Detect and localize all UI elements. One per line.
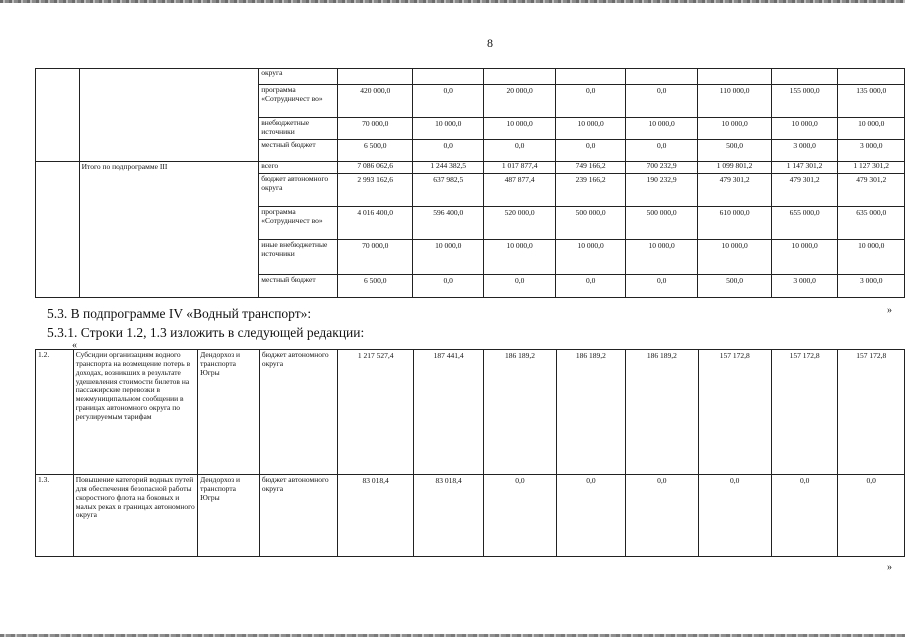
value-cell: 10 000,0: [483, 240, 555, 275]
source-cell: округа: [259, 69, 338, 85]
value-cell: 0,0: [483, 275, 555, 298]
value-cell: [338, 69, 413, 85]
value-cell: 10 000,0: [625, 240, 697, 275]
value-cell: 10 000,0: [698, 118, 771, 140]
value-cell: 6 500,0: [338, 140, 413, 162]
value-cell: 10 000,0: [413, 118, 484, 140]
value-cell: 655 000,0: [771, 207, 838, 240]
value-cell: 0,0: [413, 85, 484, 118]
value-cell: 7 086 062,6: [338, 162, 413, 174]
row-number-cell: 1.2.: [36, 350, 74, 475]
source-cell: всего: [259, 162, 338, 174]
value-cell: 3 000,0: [838, 140, 905, 162]
table-row: [36, 162, 905, 174]
source-cell: местный бюджет: [259, 275, 338, 298]
scan-edge-top: [0, 0, 905, 3]
value-cell: 500,0: [698, 275, 771, 298]
group-label-cell: Итого по подпрограмме III: [79, 162, 259, 298]
source-cell: иные внебюджетные источники: [259, 240, 338, 275]
number-cell: [36, 162, 80, 298]
value-cell: 0,0: [556, 475, 625, 557]
value-cell: 10 000,0: [698, 240, 771, 275]
value-cell: 0,0: [698, 475, 771, 557]
executor-cell: Дендорхоз и транспорта Югры: [198, 475, 260, 557]
value-cell: 596 400,0: [413, 207, 484, 240]
closing-quote: »: [887, 562, 892, 573]
value-cell: 157 172,8: [698, 350, 771, 475]
value-cell: 3 000,0: [838, 275, 905, 298]
value-cell: 500 000,0: [625, 207, 697, 240]
value-cell: 10 000,0: [483, 118, 555, 140]
value-cell: 83 018,4: [338, 475, 413, 557]
value-cell: 10 000,0: [771, 240, 838, 275]
value-cell: 0,0: [838, 475, 905, 557]
source-cell: бюджет автономного округа: [259, 174, 338, 207]
value-cell: 6 500,0: [338, 275, 413, 298]
value-cell: 500,0: [698, 140, 771, 162]
source-cell: программа «Сотрудничест во»: [259, 85, 338, 118]
value-cell: 0,0: [625, 275, 697, 298]
section-heading: 5.3. В подпрограмме IV «Водный транспорт»:: [47, 306, 312, 321]
row-number-cell: 1.3.: [36, 475, 74, 557]
value-cell: 0,0: [626, 475, 698, 557]
value-cell: 0,0: [413, 140, 484, 162]
value-cell: [698, 69, 771, 85]
value-cell: 157 172,8: [771, 350, 837, 475]
value-cell: 700 232,9: [625, 162, 697, 174]
value-cell: 20 000,0: [483, 85, 555, 118]
value-cell: 10 000,0: [771, 118, 838, 140]
value-cell: 187 441,4: [413, 350, 483, 475]
value-cell: 749 166,2: [556, 162, 626, 174]
executor-cell: Дендорхоз и транспорта Югры: [198, 350, 260, 475]
value-cell: [771, 69, 838, 85]
value-cell: 70 000,0: [338, 240, 413, 275]
value-cell: 1 244 382,5: [413, 162, 484, 174]
value-cell: 4 016 400,0: [338, 207, 413, 240]
value-cell: 1 127 301,2: [838, 162, 905, 174]
source-cell: местный бюджет: [259, 140, 338, 162]
value-cell: 0,0: [556, 275, 626, 298]
value-cell: 3 000,0: [771, 275, 838, 298]
value-cell: 2 993 162,6: [338, 174, 413, 207]
value-cell: 0,0: [484, 475, 556, 557]
table-row: [36, 69, 905, 85]
value-cell: 1 217 527,4: [338, 350, 413, 475]
value-cell: 10 000,0: [625, 118, 697, 140]
value-cell: [483, 69, 555, 85]
subprogram-3-table: [35, 68, 905, 298]
value-cell: 479 301,2: [838, 174, 905, 207]
value-cell: 10 000,0: [556, 118, 626, 140]
source-cell: внебюджетные источники: [259, 118, 338, 140]
value-cell: 0,0: [771, 475, 837, 557]
number-cell: [36, 69, 80, 162]
table-row: [36, 475, 905, 557]
value-cell: 186 189,2: [626, 350, 698, 475]
closing-quote: »: [887, 305, 892, 316]
value-cell: 1 017 877,4: [483, 162, 555, 174]
group-label-cell: [79, 69, 259, 162]
value-cell: 487 877,4: [483, 174, 555, 207]
source-cell: бюджет автономного округа: [259, 350, 338, 475]
value-cell: 83 018,4: [413, 475, 483, 557]
value-cell: 239 166,2: [556, 174, 626, 207]
value-cell: 190 232,9: [625, 174, 697, 207]
value-cell: [556, 69, 626, 85]
opening-quote: «: [72, 340, 77, 351]
source-cell: программа «Сотрудничест во»: [259, 207, 338, 240]
measure-name-cell: Повышение категорий водных путей для обеспечения безопасной работы скоростного флота на боковых и малых реках в границах автономного округа: [73, 475, 197, 557]
page-number: 8: [487, 36, 493, 50]
value-cell: 70 000,0: [338, 118, 413, 140]
value-cell: 186 189,2: [556, 350, 625, 475]
value-cell: 10 000,0: [556, 240, 626, 275]
value-cell: 1 147 301,2: [771, 162, 838, 174]
value-cell: 0,0: [625, 85, 697, 118]
value-cell: 10 000,0: [838, 118, 905, 140]
value-cell: 135 000,0: [838, 85, 905, 118]
value-cell: 610 000,0: [698, 207, 771, 240]
value-cell: 157 172,8: [838, 350, 905, 475]
value-cell: 637 982,5: [413, 174, 484, 207]
value-cell: 420 000,0: [338, 85, 413, 118]
value-cell: 479 301,2: [698, 174, 771, 207]
section-instruction: 5.3.1. Строки 1.2, 1.3 изложить в следующей редакции:: [47, 325, 365, 340]
value-cell: [838, 69, 905, 85]
value-cell: 0,0: [413, 275, 484, 298]
value-cell: 186 189,2: [484, 350, 556, 475]
value-cell: [625, 69, 697, 85]
table-row: [36, 350, 905, 475]
value-cell: [413, 69, 484, 85]
value-cell: 10 000,0: [838, 240, 905, 275]
subprogram-4-table: [35, 349, 905, 557]
value-cell: 1 099 801,2: [698, 162, 771, 174]
scan-edge-bottom: [0, 634, 905, 637]
value-cell: 520 000,0: [483, 207, 555, 240]
source-cell: бюджет автономного округа: [259, 475, 338, 557]
value-cell: 635 000,0: [838, 207, 905, 240]
value-cell: 479 301,2: [771, 174, 838, 207]
value-cell: 3 000,0: [771, 140, 838, 162]
value-cell: 0,0: [483, 140, 555, 162]
value-cell: 155 000,0: [771, 85, 838, 118]
value-cell: 110 000,0: [698, 85, 771, 118]
value-cell: 10 000,0: [413, 240, 484, 275]
value-cell: 500 000,0: [556, 207, 626, 240]
value-cell: 0,0: [556, 85, 626, 118]
value-cell: 0,0: [556, 140, 626, 162]
value-cell: 0,0: [625, 140, 697, 162]
measure-name-cell: Субсидии организациям водного транспорта на возмещение потерь в доходах, возникших в результате удешевления стоимости билетов на пассажирские перевозки в межмуниципальном сообщении в границах автономного округа по регулируемым тарифам: [73, 350, 197, 475]
